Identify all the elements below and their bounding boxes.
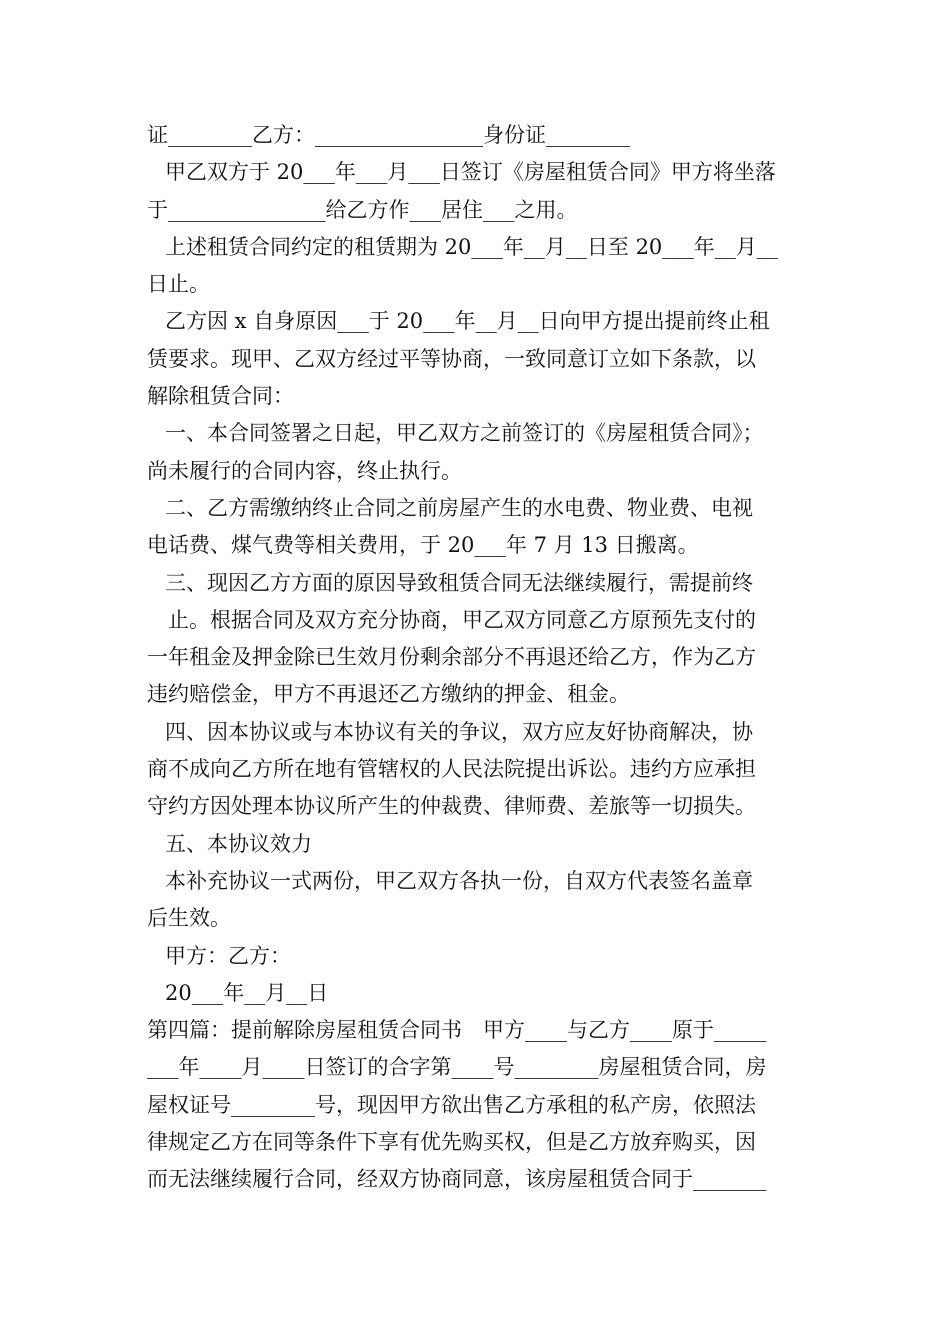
text-line: 乙方因 x 自身原因___于 20___年__月__日向甲方提出提前终止租 (165, 309, 770, 334)
text-line: 20___年__月__日 (165, 980, 329, 1005)
document-body (147, 117, 817, 1199)
text-line: 违约赔偿金，甲方不再退还乙方缴纳的押金、租金。 (147, 682, 630, 707)
text-line: 第四篇：提前解除房屋租赁合同书 甲方____与乙方____原于_____ (147, 1018, 767, 1043)
text-line: 一年租金及押金除已生效月份剩余部分不再退还给乙方，作为乙方 (147, 645, 756, 670)
text-line: 上述租赁合同约定的租赁期为 20___年__月__日至 20___年__月__ (165, 234, 778, 259)
text-line: 证________乙方：________________身份证________ (147, 123, 630, 147)
text-line: 本补充协议一式两份，甲乙双方各执一份，自双方代表签名盖章 (165, 868, 753, 893)
text-line: 三、现因乙方方面的原因导致租赁合同无法继续履行，需提前终 (165, 570, 753, 595)
text-line: 尚未履行的合同内容，终止执行。 (147, 458, 462, 483)
text-line: 甲乙双方于 20___年___月___日签订《房屋租赁合同》甲方将坐落 (165, 160, 776, 185)
text-line: 解除租赁合同： (147, 384, 294, 409)
text-line: 五、本协议效力 (165, 831, 312, 856)
text-line: 后生效。 (147, 906, 231, 931)
text-line: 电话费、煤气费等相关费用，于 20___年 7 月 13 日搬离。 (147, 533, 699, 558)
text-line: ___年____月____日签订的合字第____号________房屋租赁合同，房 (147, 1055, 767, 1080)
text-line: 二、乙方需缴纳终止合同之前房屋产生的水电费、物业费、电视 (165, 495, 753, 520)
text-line: 日止。 (147, 272, 210, 297)
text-line: 一、本合同签署之日起，甲乙双方之前签订的《房屋租赁合同》； (165, 421, 764, 446)
text-line: 止。根据合同及双方充分协商，甲乙双方同意乙方原预先支付的 (168, 607, 756, 632)
text-line: 四、因本协议或与本协议有关的争议，双方应友好协商解决，协 (165, 719, 753, 744)
text-line: 商不成向乙方所在地有管辖权的人民法院提出诉讼。违约方应承担 (147, 757, 756, 782)
text-line: 赁要求。现甲、乙双方经过平等协商，一致同意订立如下条款，以 (147, 346, 756, 371)
text-line: 律规定乙方在同等条件下享有优先购买权，但是乙方放弃购买，因 (147, 1130, 756, 1155)
text-line: 屋权证号________号，现因甲方欲出售乙方承租的私产房，依照法 (147, 1092, 756, 1117)
text-line: 于_______________给乙方作___居住___之用。 (147, 197, 578, 222)
text-line: 守约方因处理本协议所产生的仲裁费、律师费、差旅等一切损失。 (147, 794, 756, 819)
text-line: 甲方：乙方： (165, 943, 291, 968)
text-line: 而无法继续履行合同，经双方协商同意，该房屋租赁合同于_______ (147, 1167, 767, 1192)
